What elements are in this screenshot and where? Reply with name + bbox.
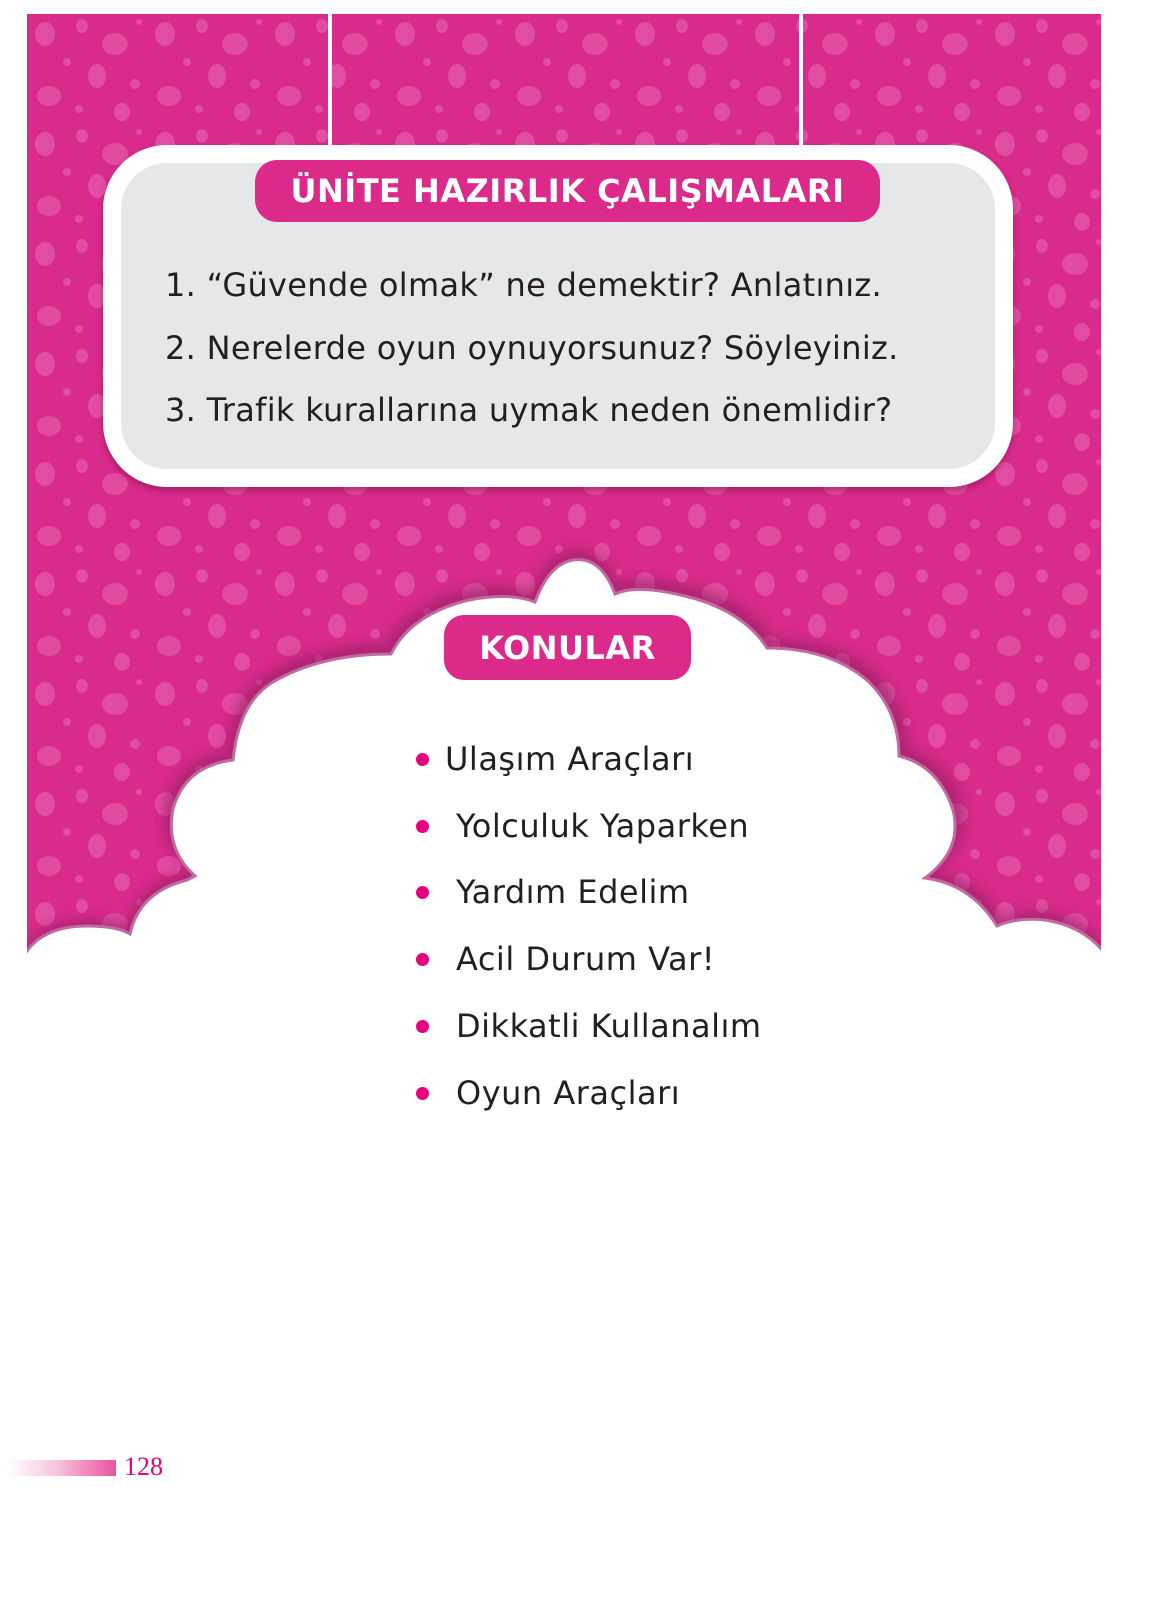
question-text: “Güvende olmak” ne demektir? Anlatınız.: [206, 266, 882, 304]
question-item: [165, 391, 892, 429]
page-number: 128: [124, 1452, 163, 1481]
bullet-dot-icon: [416, 953, 429, 966]
question-number: 3.: [165, 391, 197, 429]
question-item: [165, 266, 882, 304]
hanging-line-left: [328, 14, 332, 148]
question-text: Trafik kurallarına uymak neden önemlidir?: [206, 391, 893, 429]
topics-title: KONULAR: [479, 628, 656, 667]
section-title: ÜNİTE HAZIRLIK ÇALIŞMALARI: [290, 172, 845, 210]
question-number: 1.: [165, 266, 197, 304]
bullet-dot-icon: [416, 1020, 429, 1033]
topic-list-item: [416, 740, 694, 778]
topic-label: Yardım Edelim: [456, 873, 690, 911]
topic-list-item: [416, 1074, 680, 1112]
question-number: 2.: [165, 329, 197, 367]
hanging-line-right: [799, 14, 803, 148]
bullet-dot-icon: [416, 886, 429, 899]
page-number-gradient-bar: [8, 1460, 116, 1476]
section-title-badge: [255, 160, 880, 222]
topic-label: Acil Durum Var!: [456, 940, 716, 978]
topic-label: Dikkatli Kullanalım: [456, 1007, 762, 1045]
topic-label: Yolculuk Yaparken: [456, 807, 750, 845]
question-text: Nerelerde oyun oynuyorsunuz? Söyleyiniz.: [206, 329, 899, 367]
bullet-dot-icon: [416, 820, 429, 833]
topic-list-item: [416, 807, 749, 845]
topic-list-item: [416, 940, 715, 978]
topic-label: Oyun Araçları: [456, 1074, 681, 1112]
question-item: [165, 329, 899, 367]
topics-title-badge: [444, 615, 691, 680]
topic-label: Ulaşım Araçları: [445, 740, 695, 778]
topic-list-item: [416, 1007, 762, 1045]
topic-list-item: [416, 873, 690, 911]
bullet-dot-icon: [416, 1087, 429, 1100]
bullet-dot-icon: [416, 753, 429, 766]
